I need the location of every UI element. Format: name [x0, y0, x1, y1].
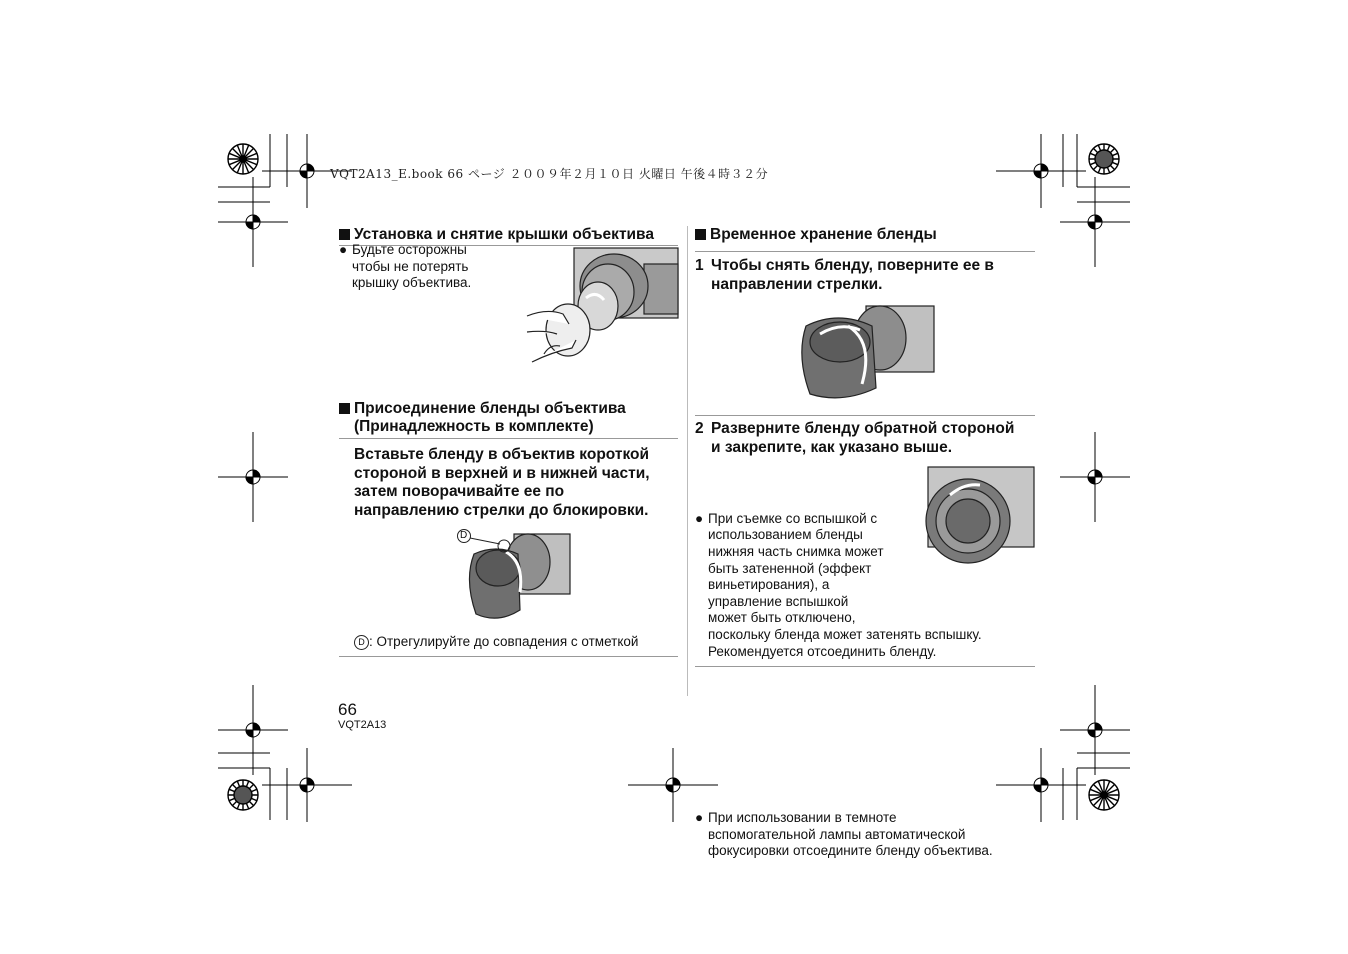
text-line: поскольку бленда может затенять вспышку.	[708, 626, 982, 642]
text-line: фокусировки отсоедините бленду объектива.	[708, 843, 993, 859]
text-line: стороной в верхней и в нижней части,	[354, 464, 650, 482]
text-line: При использовании в темноте	[708, 810, 897, 826]
page-number: 66	[338, 700, 357, 719]
text-line: и закрепите, как указано выше.	[711, 438, 953, 456]
text-line: Разверните бленду обратной стороной	[711, 420, 1015, 437]
step-1	[695, 257, 1040, 294]
divider	[695, 666, 1035, 667]
text-line: Чтобы снять бленду, поверните ее в	[711, 257, 994, 274]
bullet-icon: ●	[695, 810, 704, 826]
section-title-hood-storage: Временное хранение бленды	[695, 226, 937, 244]
marker-d-icon: D	[354, 635, 369, 650]
alignment-note: D : Отрегулируйте до совпадения с отметкой	[354, 634, 638, 651]
section-title-lens-hood: Присоединение бленды объектива	[339, 400, 626, 418]
square-bullet-icon	[695, 229, 706, 240]
step-number: 1	[695, 257, 704, 274]
document-code: VQT2A13	[338, 719, 387, 731]
text-line: При съемке со вспышкой с	[708, 510, 878, 526]
column-divider	[687, 226, 688, 696]
lens-cap-warning	[339, 242, 512, 292]
text-line: использованием бленды	[708, 527, 863, 543]
square-bullet-icon	[339, 403, 350, 414]
text-line: может быть отключено,	[708, 610, 856, 626]
step-number: 2	[695, 420, 704, 437]
print-info-header: VQT2A13_E.book 66 ページ ２００９年２月１０日 火曜日 午後４時３２分	[330, 167, 769, 181]
text-line: крышку объектива.	[352, 275, 472, 291]
text-line: Вставьте бленду в объектив короткой	[354, 446, 650, 463]
bullet-icon: ●	[695, 510, 704, 526]
square-bullet-icon	[339, 229, 350, 240]
text-line: направлении стрелки.	[711, 275, 883, 293]
divider	[339, 656, 678, 657]
text-line: быть затененной (эффект	[708, 560, 872, 576]
section-title-lens-cap: Установка и снятие крышки объектива	[339, 226, 654, 244]
text-line: виньетирования), а	[708, 577, 830, 593]
divider	[695, 251, 1035, 252]
lens-hood-instruction	[354, 446, 680, 520]
flash-warning	[695, 511, 1038, 660]
text-line: Будьте осторожны	[352, 242, 467, 257]
text-line: затем поворачивайте ее по	[354, 483, 565, 500]
af-lamp-warning	[695, 810, 1048, 860]
text-line: управление вспышкой	[708, 593, 849, 609]
divider	[339, 438, 678, 439]
text-line: Рекомендуется отсоединить бленду.	[708, 643, 937, 659]
step-2	[695, 420, 1040, 457]
text-line: вспомогательной лампы автоматической	[708, 826, 966, 842]
lens-cap-illustration	[524, 246, 678, 372]
divider	[695, 415, 1035, 416]
marker-d-label: D	[460, 530, 468, 541]
hood-remove-illustration	[796, 304, 936, 412]
text-line: чтобы не потерять	[352, 258, 469, 274]
text-line: направлению стрелки до блокировки.	[354, 501, 649, 519]
text-line: нижняя часть снимка может	[708, 543, 884, 559]
section-subtitle-lens-hood: (Принадлежность в комплекте)	[354, 418, 594, 435]
hood-attach-illustration	[456, 528, 572, 628]
bullet-icon: ●	[339, 242, 348, 257]
